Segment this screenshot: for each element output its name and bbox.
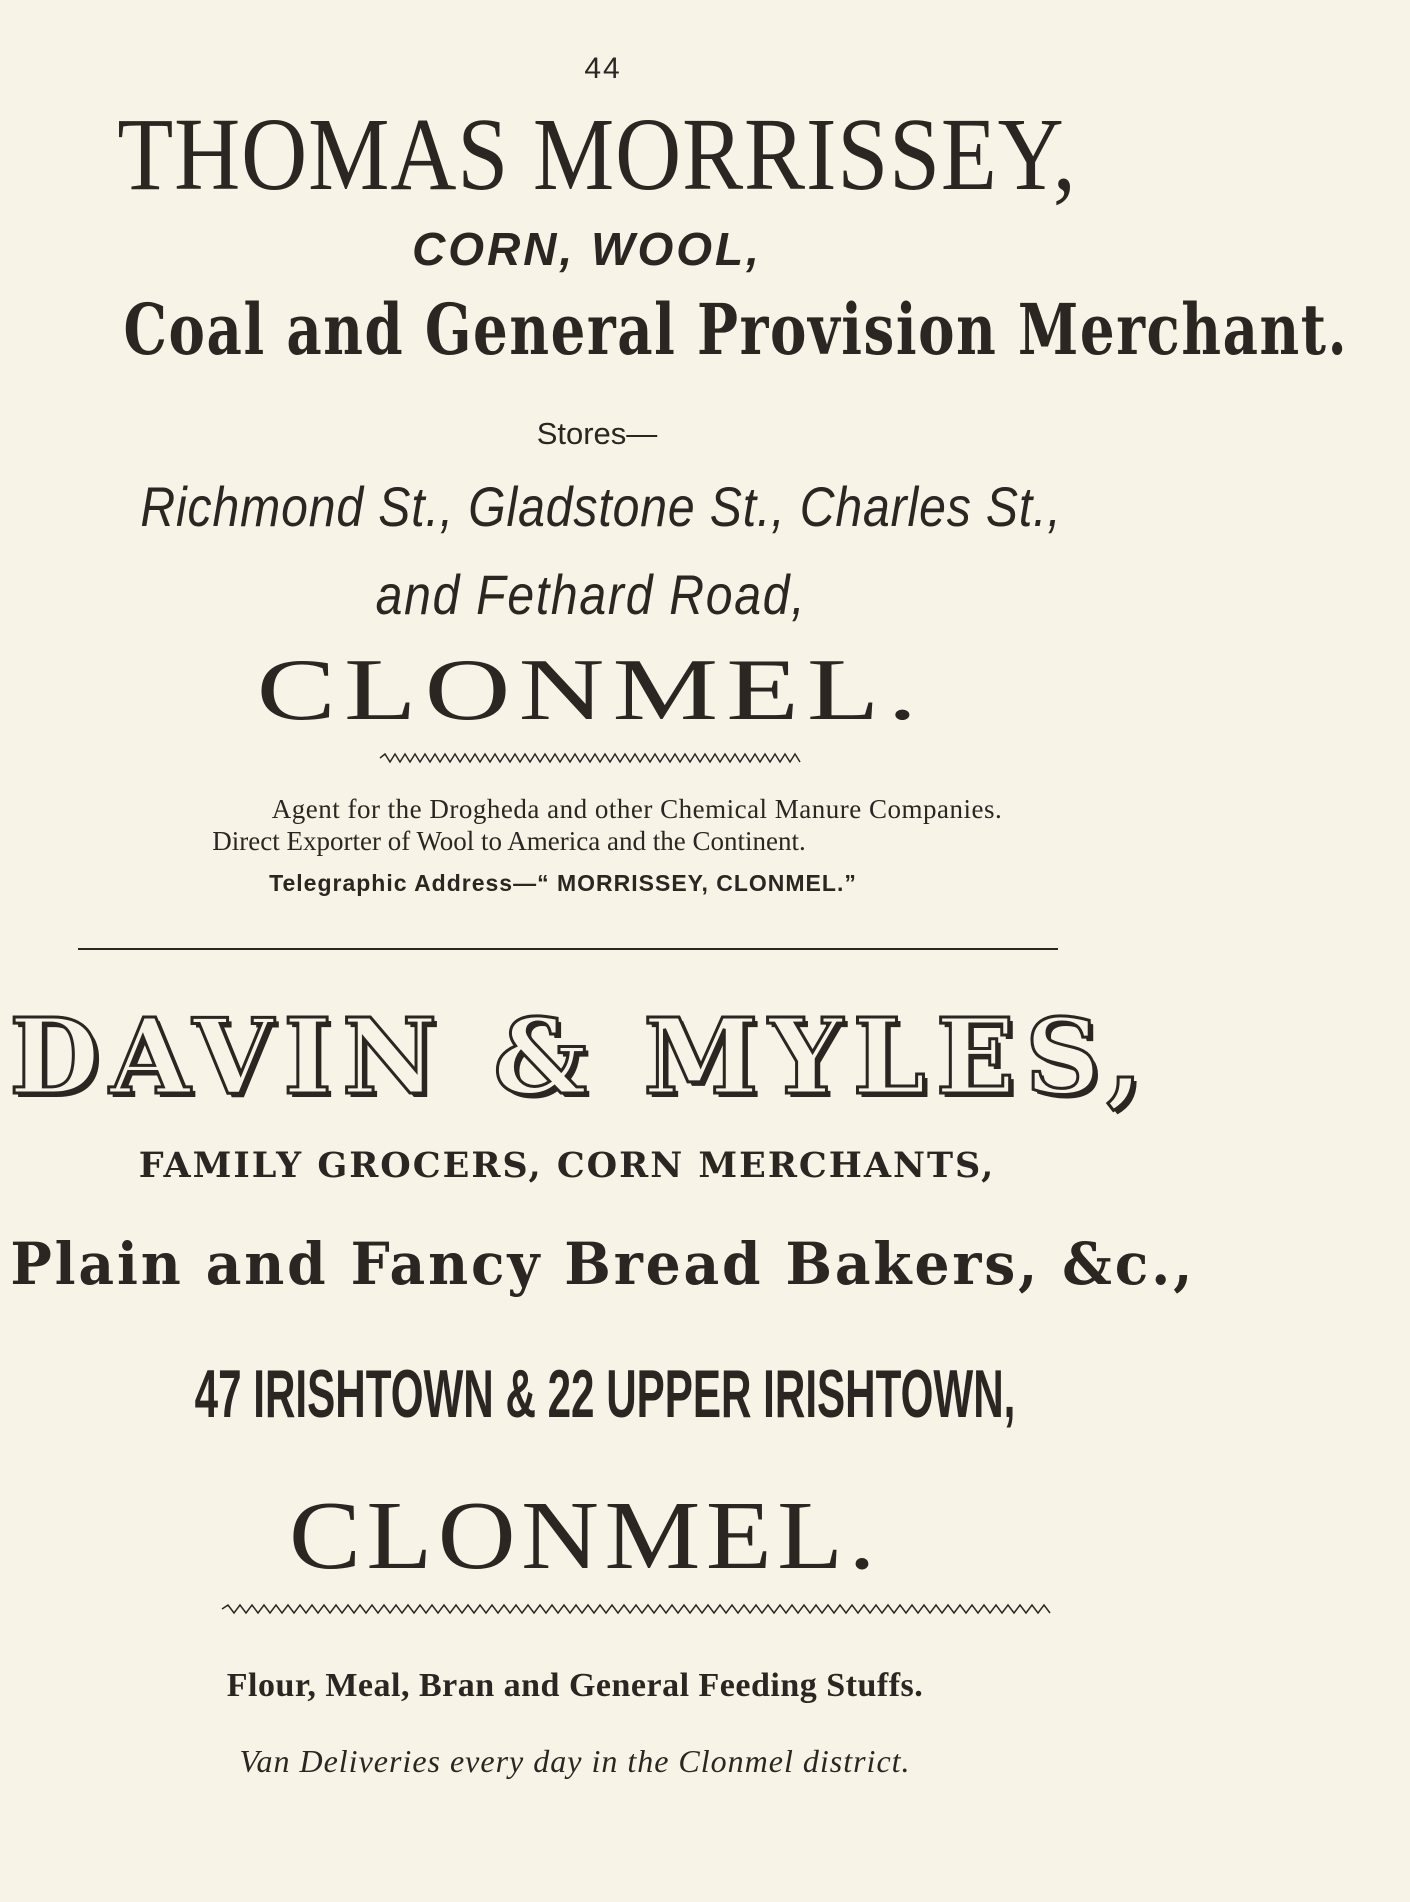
trade-line-blackletter: Plain and Fancy Bread Bakers, &c., [10, 1230, 1196, 1298]
business-address: 47 IRISHTOWN & 22 UPPER IRISHTOWN, [194, 1356, 1016, 1432]
wavy-divider [222, 1603, 942, 1615]
trade-line-blackletter: Coal and General Provision Merchant. [123, 288, 1349, 371]
delivery-note: Van Deliveries every day in the Clonmel district. [239, 1743, 911, 1779]
business-name: DAVIN & MYLES, [9, 995, 1153, 1118]
section-divider [78, 948, 1058, 950]
store-streets: Richmond St., Gladstone St., Charles St., [140, 475, 1062, 538]
stores-label: Stores— [536, 416, 658, 451]
products-line: Flour, Meal, Bran and General Feeding Stuffs. [226, 1667, 924, 1704]
telegraphic-address: Telegraphic Address—“ MORRISSEY, CLONMEL.” [269, 870, 857, 896]
exporter-note: Direct Exporter of Wool to America and the Continent. [212, 826, 806, 856]
store-streets-continued: and Fethard Road, [375, 563, 807, 626]
trade-line: CORN, WOOL, [412, 223, 762, 275]
town-name: CLONMEL. [256, 642, 926, 739]
business-name: THOMAS MORRISSEY, [117, 97, 1077, 212]
agent-note: Agent for the Drogheda and other Chemical Manure Companies. [271, 794, 1003, 824]
town-name: CLONMEL. [289, 1482, 881, 1590]
trade-line: FAMILY GROCERS, CORN MERCHANTS, [138, 1145, 996, 1186]
page-number: 44 [584, 52, 622, 85]
wavy-divider [380, 752, 760, 764]
